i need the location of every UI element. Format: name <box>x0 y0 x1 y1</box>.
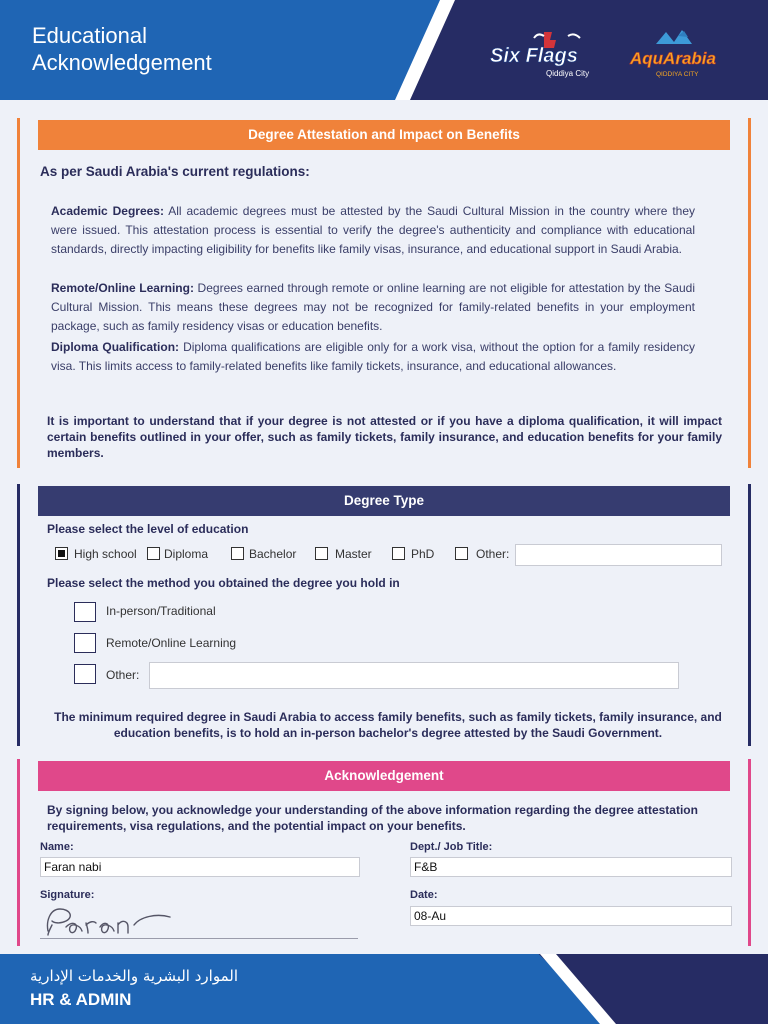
acknowledgement-statement: By signing below, you acknowledge your understanding of the above information regarding the degree attestation requirements, visa regulations, and the potential impact on your benefits. <box>47 803 698 833</box>
label-phd: PhD <box>411 547 435 561</box>
info-diploma <box>51 338 695 376</box>
info-academic-degrees <box>51 202 695 259</box>
six-flags-logo <box>486 28 610 82</box>
date-input[interactable] <box>410 906 732 926</box>
six-flags-brand: Six Flags <box>490 45 578 67</box>
page-header <box>0 0 768 100</box>
section1-header: Degree Attestation and Impact on Benefits <box>38 120 730 150</box>
footer-arabic-title: الموارد البشرية والخدمات الإدارية <box>30 967 238 985</box>
label-bachelor: Bachelor <box>249 547 297 561</box>
section2-requirement-note: The minimum required degree in Saudi Arabia to access family benefits, such as family tickets, family insurance, and education benefits, is to hold an in-person bachelor's degree attested by the Saudi Government. <box>54 710 722 740</box>
section3-right-border <box>748 759 751 946</box>
checkbox-method-other[interactable] <box>74 664 96 684</box>
checkbox-level-other[interactable] <box>455 547 468 560</box>
page-footer <box>0 954 768 1024</box>
info-text: All academic degrees must be attested by the Saudi Cultural Mission in the country where they were issued. This attestation process is essential to verify the degree's authenticity and compliance with educational standards, directly impacting eligibility for benefits like family visas, insurance, and educational support in Saudi Arabia. <box>51 204 695 256</box>
aquarabia-logo <box>626 28 734 82</box>
checkbox-master[interactable] <box>315 547 328 560</box>
name-value: Faran nabi <box>44 860 102 874</box>
section1-warning-note: It is important to understand that if your degree is not attested or if you have a diploma qualification, it will impact certain benefits outlined in your offer, such as family tickets, family insurance, and education benefits for your family members. <box>47 414 722 460</box>
section1-subtitle: As per Saudi Arabia's current regulations: <box>40 164 310 179</box>
footer-blue-panel <box>0 954 612 1024</box>
section2-right-border <box>748 484 751 746</box>
aquarabia-sub: QIDDIYA CITY <box>656 71 699 78</box>
section3-header: Acknowledgement <box>38 761 730 791</box>
section3-left-border <box>17 759 20 946</box>
footer-english-title: HR & ADMIN <box>30 990 132 1009</box>
checkbox-high-school[interactable] <box>55 547 68 560</box>
checkbox-diploma[interactable] <box>147 547 160 560</box>
label-high-school: High school <box>74 547 137 561</box>
signature-line <box>40 938 358 939</box>
method-other-input[interactable] <box>149 662 679 689</box>
date-value: 08-Au <box>414 909 447 923</box>
section1-right-border <box>748 118 751 468</box>
checkbox-phd[interactable] <box>392 547 405 560</box>
name-label: Name: <box>40 841 74 853</box>
page-title: Educational Acknowledgement <box>32 23 212 75</box>
signature-image <box>44 903 194 939</box>
info-label: Academic Degrees: <box>51 204 164 218</box>
info-remote-learning <box>51 279 695 336</box>
signature-label: Signature: <box>40 889 95 901</box>
label-diploma: Diploma <box>164 547 209 561</box>
level-other-input[interactable] <box>515 544 722 566</box>
date-label: Date: <box>410 889 438 901</box>
aquarabia-brand: AquArabia <box>630 49 716 68</box>
label-method-other: Other: <box>106 668 140 682</box>
section2-left-border <box>17 484 20 746</box>
checkbox-bachelor[interactable] <box>231 547 244 560</box>
dept-label: Dept./ Job Title: <box>410 841 493 853</box>
label-master: Master <box>335 547 372 561</box>
info-text: Diploma qualifications are eligible only for a work visa, without the option for a family residency visa. This limits access to family-related benefits like family tickets, insurance, and educational allowances. <box>51 340 695 373</box>
label-in-person: In-person/Traditional <box>106 604 216 618</box>
method-prompt: Please select the method you obtained the degree you hold in <box>47 576 400 590</box>
dept-value: F&B <box>414 860 438 874</box>
info-text: Degrees earned through remote or online learning are not eligible for attestation by the Saudi Cultural Mission. This means these degrees may not be recognized for family-related benefits in your employment package, such as family residency visas or education benefits. <box>51 281 695 333</box>
name-input[interactable] <box>40 857 360 877</box>
info-label: Remote/Online Learning: <box>51 281 194 295</box>
level-prompt: Please select the level of education <box>47 522 249 536</box>
checkbox-remote-online[interactable] <box>74 633 96 653</box>
checkbox-in-person[interactable] <box>74 602 96 622</box>
dept-input[interactable] <box>410 857 732 877</box>
six-flags-sub: Qiddiya City <box>546 69 590 78</box>
label-remote-online: Remote/Online Learning <box>106 636 237 650</box>
section2-header: Degree Type <box>38 486 730 516</box>
label-level-other: Other: <box>476 547 510 561</box>
info-label: Diploma Qualification: <box>51 340 180 354</box>
section1-left-border <box>17 118 20 468</box>
